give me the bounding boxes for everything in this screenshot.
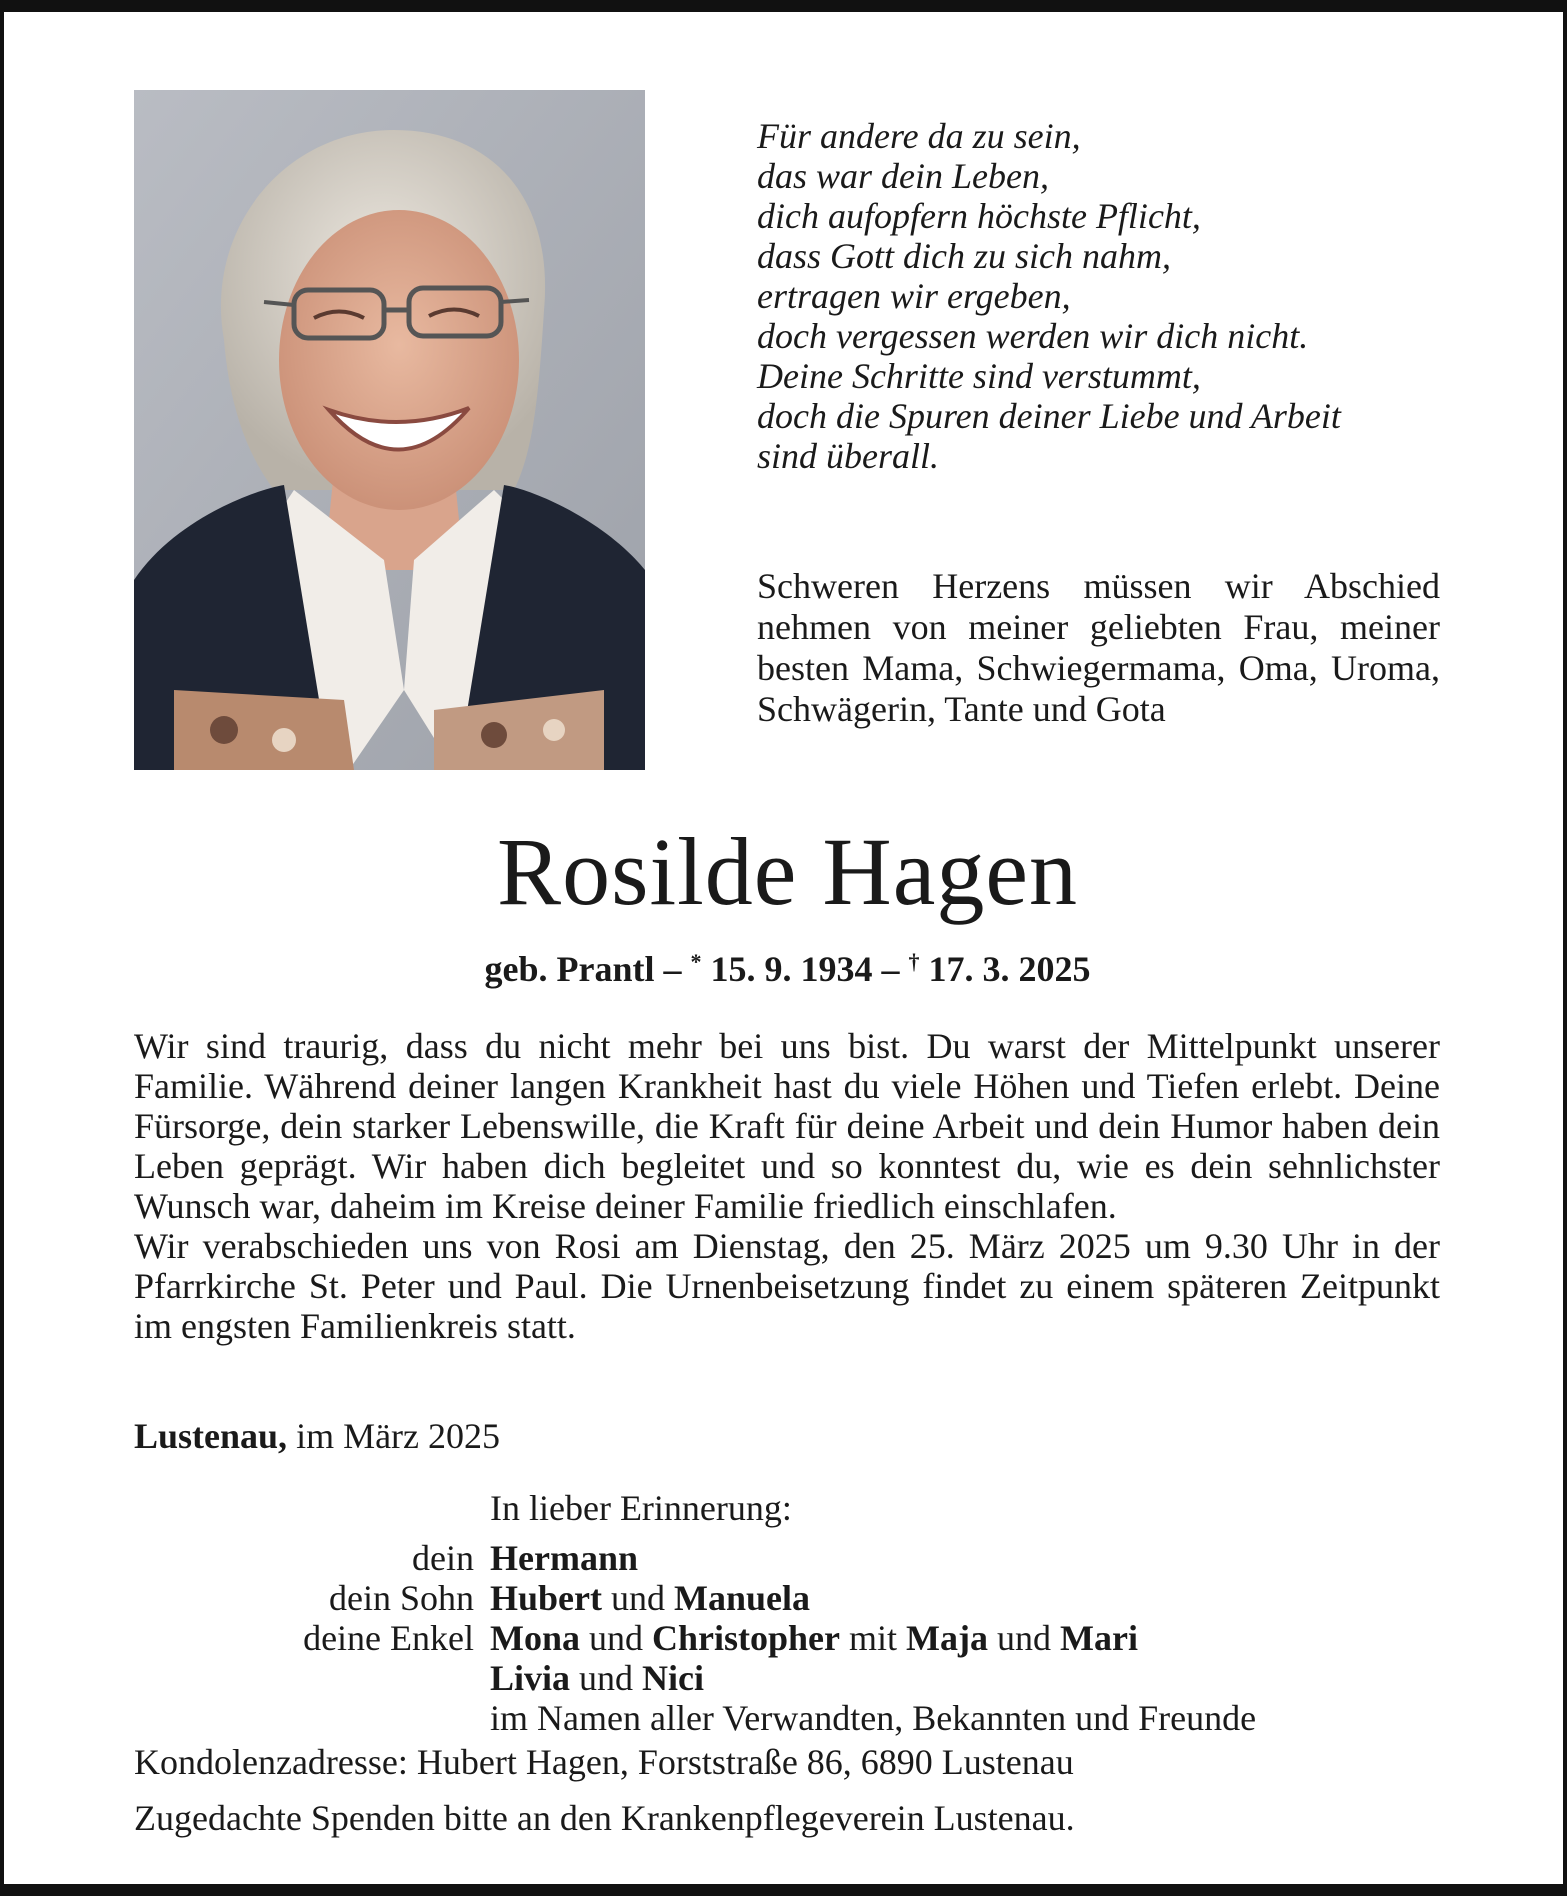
mourner-name: Livia — [490, 1658, 571, 1698]
poem-line: das war dein Leben, — [757, 156, 1049, 196]
mourner-row — [154, 1698, 1454, 1738]
mourner-name: Christopher — [652, 1618, 840, 1658]
poem-line: sind überall. — [757, 436, 940, 476]
mourner-name: Hubert — [490, 1578, 602, 1618]
conjunction: und — [580, 1618, 652, 1658]
deceased-name: Rosilde Hagen — [497, 818, 1078, 925]
place-date-text: im März 2025 — [287, 1416, 501, 1456]
mourner-closing-line: im Namen aller Verwandten, Bekannten und Freunde — [490, 1698, 1257, 1738]
mourner-relation — [154, 1698, 490, 1738]
condolence-address: Kondolenzadresse: Hubert Hagen, Forststraße 86, 6890 Lustenau — [134, 1742, 1074, 1782]
donation-note: Zugedachte Spenden bitte an den Krankenpflegeverein Lustenau. — [134, 1798, 1075, 1838]
separator: – — [654, 949, 691, 989]
conjunction: mit — [840, 1618, 907, 1658]
conjunction: und — [602, 1578, 674, 1618]
poem-line: dich aufopfern höchste Pflicht, — [757, 196, 1201, 236]
mourners-list — [154, 1538, 1454, 1738]
mourner-names — [490, 1658, 704, 1698]
mourner-name: Mona — [490, 1618, 580, 1658]
mourner-name: Manuela — [674, 1578, 811, 1618]
poem — [757, 116, 1477, 476]
mourner-row — [154, 1658, 1454, 1698]
poem-line: ertragen wir ergeben, — [757, 276, 1071, 316]
birth-death-line — [4, 948, 1567, 990]
mourner-relation: deine Enkel — [303, 1618, 474, 1658]
poem-line: doch vergessen werden wir dich nicht. — [757, 316, 1309, 356]
conjunction: und — [570, 1658, 643, 1698]
mourner-row — [154, 1578, 1454, 1618]
mourner-relation — [154, 1658, 490, 1698]
mourner-relation: dein Sohn — [328, 1578, 474, 1618]
poem-line: doch die Spuren deiner Liebe und Arbeit — [757, 396, 1341, 436]
death-symbol: † — [908, 949, 920, 974]
poem-line: Deine Schritte sind verstummt, — [757, 356, 1201, 396]
intro-text: Schweren Herzens müssen wir Abschied nehmen von meiner geliebten Frau, meiner besten Mama, Schwiegermama, Oma, Uroma, Schwägerin, Tante und Gota — [757, 566, 1440, 729]
poem-line: dass Gott dich zu sich nahm, — [757, 236, 1171, 276]
mourner-names — [490, 1578, 810, 1618]
mourner-names — [490, 1538, 638, 1578]
maiden-name: geb. Prantl — [484, 949, 655, 989]
birth-date: 15. 9. 1934 — [701, 949, 873, 989]
mourner-row — [154, 1618, 1454, 1658]
place-city: Lustenau, — [134, 1416, 288, 1456]
portrait-photo — [134, 90, 645, 770]
mourner-name: Hermann — [490, 1538, 638, 1578]
memory-heading: In lieber Erinnerung: — [490, 1488, 792, 1528]
separator: – — [872, 949, 909, 989]
mourner-name: Maja — [906, 1618, 988, 1658]
mourner-name: Mari — [1059, 1618, 1138, 1658]
mourner-name: Nici — [642, 1658, 704, 1698]
mourner-row — [154, 1538, 1454, 1578]
body-paragraph: Wir verabschieden uns von Rosi am Dienstag, den 25. März 2025 um 9.30 Uhr in der Pfarrkirche St. Peter und Paul. Die Urnenbeisetzung findet zu einem späteren Zeitpunkt im engsten Familienkreis statt. — [134, 1226, 1440, 1346]
mourner-relation: dein — [412, 1538, 474, 1578]
place-date — [134, 1416, 500, 1456]
birth-symbol: * — [690, 949, 702, 974]
poem-line: Für andere da zu sein, — [757, 116, 1081, 156]
mourner-names — [490, 1618, 1138, 1658]
death-date: 17. 3. 2025 — [919, 949, 1091, 989]
portrait-illustration — [134, 90, 645, 770]
body-paragraph: Wir sind traurig, dass du nicht mehr bei uns bist. Du warst der Mittelpunkt unserer Familie. Während deiner langen Krankheit hast du viele Höhen und Tiefen erlebt. Deine Fürsorge, dein starker Lebenswille, die Kraft für deine Arbeit und dein Humor haben dein Leben geprägt. Wir haben dich begleitet und so konntest du, wie es dein sehnlichster Wunsch war, daheim im Kreise deiner Familie friedlich einschlafen. — [134, 1026, 1440, 1226]
conjunction: und — [987, 1618, 1060, 1658]
obituary-body — [134, 1026, 1440, 1346]
